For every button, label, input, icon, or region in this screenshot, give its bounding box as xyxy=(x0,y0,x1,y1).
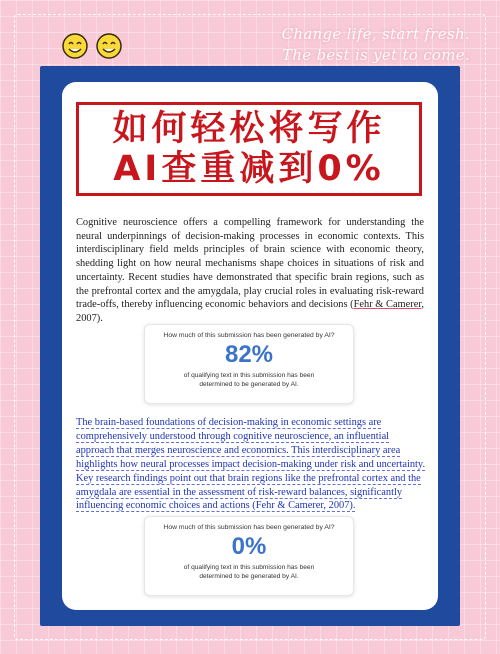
title-line-2: AI查重减到0% xyxy=(113,149,385,189)
slogan xyxy=(282,24,470,66)
citation-link: Fehr & Camerer xyxy=(353,299,422,311)
rewritten-paragraph xyxy=(76,416,426,513)
ai-percent: 82% xyxy=(224,341,274,368)
ai-description: of qualifying text in this submission has been determined to be generated by AI. xyxy=(183,372,315,388)
original-paragraph xyxy=(76,216,424,326)
title-box xyxy=(76,102,422,196)
smiley-stickers xyxy=(60,32,124,62)
ai-detection-card-after xyxy=(144,516,354,596)
ai-question: How much of this submission has been generated by AI? xyxy=(163,332,335,339)
ai-detection-card-before xyxy=(144,324,354,404)
title-line-1: 如何轻松将写作 xyxy=(112,109,386,149)
slogan-line-1: Change life, start fresh. xyxy=(281,25,470,43)
original-paragraph-end: , 2007). xyxy=(76,299,424,324)
rewritten-paragraph-text: The brain-based foundations of decision-making in economic settings are comprehensively understood through cognitive neuroscience, an influential approach that merges neuroscience and economics. This interdisciplinary area highlights how neural processes impact decision-making under risk and uncertainty. Key research findings point out that brain regions like the prefrontal cortex and the amygdala are essential in the assessment of risk-reward balances, significantly influencing economic choices and actions (Fehr & Camerer, 2007). xyxy=(76,417,426,512)
ai-description: of qualifying text in this submission has been determined to be generated by AI. xyxy=(183,564,315,580)
original-paragraph-text: Cognitive neuroscience offers a compelling framework for understanding the neural underpinnings of decision-making processes in economic contexts. This interdisciplinary field melds principles of brain science with economic theory, shedding light on how neural mechanisms shape choices in situations of risk and uncertainty. Recent studies have demonstrated that specific brain regions, such as the prefrontal cortex and the amygdala, play crucial roles in evaluating risk-reward trade-offs, thereby influencing economic behaviors and decisions ( xyxy=(76,217,424,311)
smiley-sticker-icon xyxy=(94,32,124,62)
smiley-sticker-icon xyxy=(60,32,90,62)
ai-question: How much of this submission has been generated by AI? xyxy=(163,524,335,531)
content-card xyxy=(62,82,438,610)
slogan-line-2: The best is yet to come. xyxy=(281,46,470,64)
ai-percent: 0% xyxy=(231,533,267,560)
